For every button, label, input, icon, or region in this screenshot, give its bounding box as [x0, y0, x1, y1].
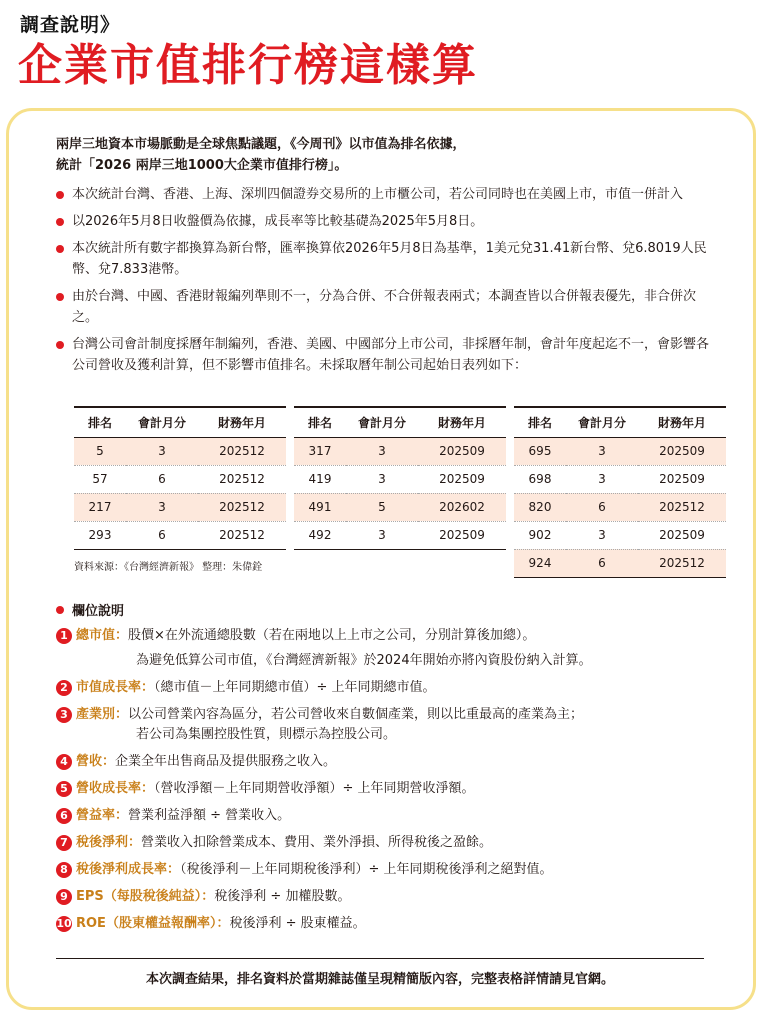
definition-term: 稅後淨利： [76, 835, 142, 850]
table-row: 293 6 202512 [74, 521, 286, 549]
bullet-dot-icon [56, 341, 64, 349]
intro-line-1: 兩岸三地資本市場脈動是全球焦點議題，《今周刊》以市值為排名依據， [56, 137, 466, 152]
col-header-fiscal: 財務年月 [638, 407, 726, 437]
definition-item [56, 833, 736, 853]
definition-text: （總市值－上年同期總市值）÷ 上年同期總市值。 [154, 680, 436, 695]
bullet-dot-icon [56, 245, 64, 253]
number-badge-icon: 7 [56, 835, 72, 851]
definition-item [56, 887, 736, 907]
number-badge-icon: 10 [56, 917, 72, 930]
number-badge-icon: 9 [56, 889, 72, 905]
definition-term: EPS（每股稅後純益）： [76, 889, 215, 904]
definition-text: （營收淨額－上年同期營收淨額）÷ 上年同期營收淨額。 [154, 781, 475, 796]
definition-text: （稅後淨利－上年同期稅後淨利）÷ 上年同期稅後淨利之絕對值。 [180, 862, 553, 877]
method-bullets [56, 184, 716, 382]
definition-term: 總市值： [76, 628, 129, 643]
fiscal-table-3 [514, 406, 726, 578]
definition-item [56, 806, 736, 826]
table-row: 491 5 202602 [294, 493, 506, 521]
table-row: 317 3 202509 [294, 437, 506, 465]
definition-item [56, 914, 736, 934]
definition-continuation: 若公司為集團控股性質，則標示為控股公司。 [136, 727, 397, 742]
bullet-dot-icon [56, 191, 64, 199]
number-badge-icon: 6 [56, 808, 72, 824]
col-header-rank: 排名 [514, 407, 566, 437]
table-row: 5 3 202512 [74, 437, 286, 465]
col-header-rank: 排名 [74, 407, 126, 437]
page-title: 企業市值排行榜這樣算 [18, 40, 478, 91]
table-row: 924 6 202512 [514, 549, 726, 577]
intro-text [56, 134, 716, 176]
definition-term: 市值成長率： [76, 680, 155, 695]
bullet-item: 台灣公司會計制度採曆年制編列，香港、美國、中國部分上市公司，非採曆年制，會計年度起迄不一，會影響各公司營收及獲利計算，但不影響市值排名。未採取曆年制公司起始日表列如下： [56, 334, 716, 376]
bullet-item: 本次統計台灣、香港、上海、深圳四個證券交易所的上市櫃公司，若公司同時也在美國上市，市值一併計入 [56, 184, 716, 205]
bullet-dot-icon [56, 218, 64, 226]
table-row: 902 3 202509 [514, 521, 726, 549]
number-badge-icon: 4 [56, 754, 72, 770]
definition-term: 營收成長率： [76, 781, 155, 796]
definition-text: 營業利益淨額 ÷ 營業收入。 [128, 808, 291, 823]
col-header-fiscal: 財務年月 [198, 407, 286, 437]
number-badge-icon: 2 [56, 680, 72, 696]
bullet-item: 本次統計所有數字都換算為新台幣，匯率換算依2026年5月8日為基準，1美元兌31.41新台幣、兌6.8019人民幣、兌7.833港幣。 [56, 238, 716, 280]
col-header-month: 會計月分 [566, 407, 638, 437]
table-row: 57 6 202512 [74, 465, 286, 493]
col-header-month: 會計月分 [126, 407, 198, 437]
definition-item [56, 752, 736, 772]
intro-line-2: 統計「2026 兩岸三地1000大企業市值排行榜」。 [56, 158, 348, 173]
definition-continuation: 為避免低算公司市值，《台灣經濟新報》於2024年開始亦將內資股份納入計算。 [136, 653, 592, 668]
bullet-item: 以2026年5月8日收盤價為依據，成長率等比較基礎為2025年5月8日。 [56, 211, 716, 232]
table-row: 820 6 202512 [514, 493, 726, 521]
number-badge-icon: 3 [56, 707, 72, 723]
definition-term: 稅後淨利成長率： [76, 862, 181, 877]
fiscal-table-1 [74, 406, 286, 550]
number-badge-icon: 1 [56, 628, 72, 644]
section-kicker: 調查說明》 [20, 14, 121, 36]
bullet-dot-icon [56, 293, 64, 301]
definition-item [56, 705, 736, 745]
table-row: 419 3 202509 [294, 465, 506, 493]
col-header-month: 會計月分 [346, 407, 418, 437]
data-source-note: 資料來源：《台灣經濟新報》 整理：朱偉銓 [74, 562, 263, 573]
number-badge-icon: 5 [56, 781, 72, 797]
notes-heading: 欄位說明 [56, 600, 124, 619]
definition-text: 稅後淨利 ÷ 加權股數。 [214, 889, 351, 904]
table-row: 698 3 202509 [514, 465, 726, 493]
definition-term: 營益率： [76, 808, 129, 823]
bullet-dot-icon [56, 606, 64, 614]
definition-item [56, 860, 736, 880]
table-row: 492 3 202509 [294, 521, 506, 549]
definition-text: 營業收入扣除營業成本、費用、業外淨損、所得稅後之盈餘。 [141, 835, 493, 850]
definition-text: 股價×在外流通總股數（若在兩地以上上市之公司，分別計算後加總）。 [128, 628, 536, 643]
definition-item [56, 626, 736, 671]
definition-text: 以公司營業內容為區分，若公司營收來自數個產業，則以比重最高的產業為主； [128, 707, 584, 722]
field-definitions [56, 626, 736, 941]
fiscal-table-2 [294, 406, 506, 550]
footer-note: 本次調查結果，排名資料於當期雜誌僅呈現精簡版內容，完整表格詳情請見官網。 [145, 972, 614, 987]
footer-divider [56, 958, 704, 959]
definition-item [56, 779, 736, 799]
definition-text: 企業全年出售商品及提供服務之收入。 [115, 754, 337, 769]
definition-term: 營收： [76, 754, 116, 769]
col-header-fiscal: 財務年月 [418, 407, 506, 437]
definition-text: 稅後淨利 ÷ 股東權益。 [229, 916, 366, 931]
table-row: 217 3 202512 [74, 493, 286, 521]
bullet-item: 由於台灣、中國、香港財報編列準則不一，分為合併、不合併報表兩式；本調查皆以合併報表優先，非合併次之。 [56, 286, 716, 328]
table-row: 695 3 202509 [514, 437, 726, 465]
number-badge-icon: 8 [56, 862, 72, 878]
definition-term: 產業別： [76, 707, 129, 722]
definition-term: ROE（股東權益報酬率）： [76, 916, 230, 931]
col-header-rank: 排名 [294, 407, 346, 437]
definition-item [56, 678, 736, 698]
